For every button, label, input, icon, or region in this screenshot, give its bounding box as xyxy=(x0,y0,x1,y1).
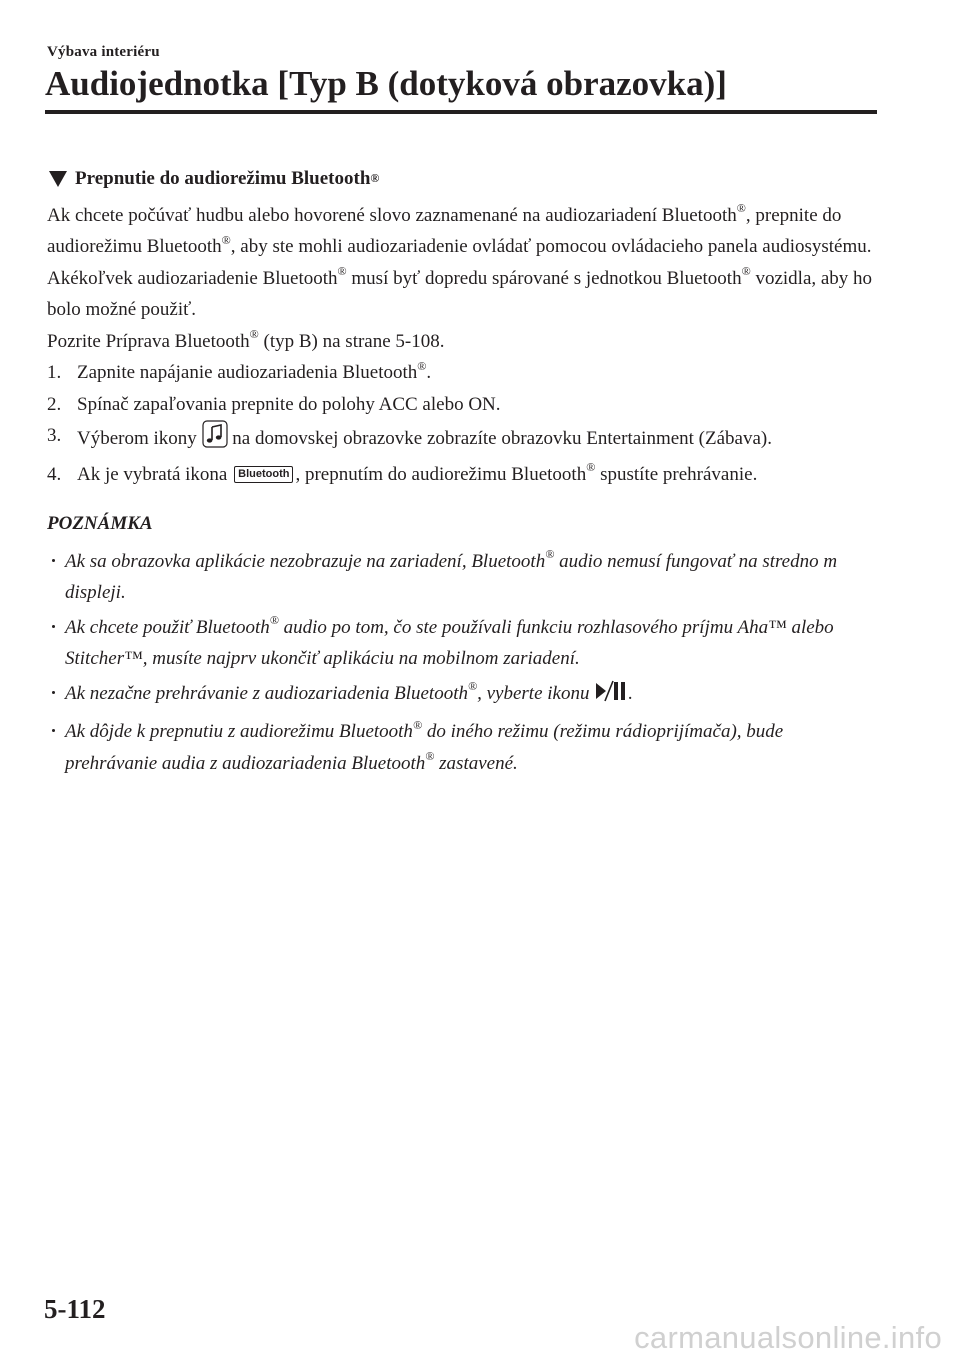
registered-mark: ® xyxy=(741,264,751,279)
step-4 xyxy=(47,459,877,491)
notes-list xyxy=(47,546,877,780)
reference-text-2: (typ B) na strane 5-108. xyxy=(258,330,445,352)
bullet-icon xyxy=(52,691,55,694)
registered-mark: ® xyxy=(467,679,478,694)
step-number: 4. xyxy=(47,463,62,485)
note-item-2 xyxy=(47,612,877,675)
step-text: , prepnutím do audiorežimu Bluetooth xyxy=(295,463,587,485)
bullet-icon xyxy=(52,625,55,628)
page-title: Audiojednotka [Typ B (dotyková obrazovka)] xyxy=(45,64,727,103)
step-number: 1. xyxy=(47,362,62,383)
step-1 xyxy=(47,357,877,389)
section-label: Výbava interiéru xyxy=(47,44,160,60)
registered-mark: ® xyxy=(736,201,746,216)
intro-text-4: musí byť dopredu spárované s jednotkou Bluetooth xyxy=(346,267,742,289)
registered-mark: ® xyxy=(545,547,555,562)
registered-mark: ® xyxy=(412,717,423,732)
step-number: 2. xyxy=(47,393,62,415)
registered-mark: ® xyxy=(586,460,596,475)
note-text: Ak chcete použiť Bluetooth xyxy=(65,616,270,638)
intro-text-1: Ak chcete počúvať hudbu alebo hovorené slovo zaznamenané na audiozariadení Bluetooth xyxy=(47,204,737,226)
reference-text-1: Pozrite Príprava Bluetooth xyxy=(47,330,250,352)
bluetooth-button-icon: Bluetooth xyxy=(234,466,293,483)
note-text: audio po tom, čo ste používali funkciu rozhlasového príjmu Aha™ alebo Stitcher™, musíte najprv ukončiť aplikáciu na mobilnom zariadení. xyxy=(65,616,834,669)
step-3 xyxy=(47,420,877,459)
subheading-text: Prepnutie do audiorežimu Bluetooth xyxy=(75,168,371,189)
watermark-text: carmanualsonline.info xyxy=(634,1320,942,1355)
page-number: 5-112 xyxy=(44,1294,106,1324)
note-text: zastavené. xyxy=(434,752,518,774)
note-item-3 xyxy=(47,678,877,714)
steps-list xyxy=(47,357,877,490)
step-text: Zapnite napájanie audiozariadenia Bluetooth xyxy=(77,362,418,383)
step-text: Spínač zapaľovania prepnite do polohy ACC alebo ON. xyxy=(77,393,501,415)
triangle-marker-icon xyxy=(49,171,67,187)
intro-paragraph xyxy=(47,200,877,326)
registered-mark: ® xyxy=(249,327,259,342)
note-text: audio nemusí fungovať na stredno m displeji. xyxy=(65,550,838,603)
note-text: , vyberte ikonu xyxy=(477,682,590,704)
intro-text-3: , aby ste mohli audiozariadenie ovládať pomocou ovládacieho panela audiosystému. Akékoľvek audiozariadenie Bluetooth xyxy=(47,236,872,289)
note-item-1 xyxy=(47,546,877,609)
note-text: . xyxy=(628,682,633,704)
note-text: do iného režimu (režimu rádioprijímača), bude prehrávanie audia z audiozariadenia Bluetooth xyxy=(65,721,784,774)
step-text: na domovskej obrazovke zobrazíte obrazovku Entertainment (Zábava). xyxy=(232,428,772,449)
note-text: Ak dôjde k prepnutiu z audiorežimu Bluetooth xyxy=(65,721,413,742)
play-pause-icon xyxy=(594,679,628,714)
step-2 xyxy=(47,389,877,421)
intro-text-2: , prepnite do audiorežimu Bluetooth xyxy=(47,204,842,257)
note-item-4 xyxy=(47,716,877,779)
step-text: . xyxy=(426,362,432,383)
note-text: Ak nezačne prehrávanie z audiozariadenia Bluetooth xyxy=(65,682,468,704)
step-number: 3. xyxy=(47,425,62,446)
registered-mark: ® xyxy=(417,358,427,373)
subheading: Prepnutie do audiorežimu Bluetooth ® xyxy=(47,163,877,195)
reference-line xyxy=(47,326,877,358)
registered-mark: ® xyxy=(221,232,231,247)
step-text: spustíte prehrávanie. xyxy=(595,463,758,485)
step-text: Ak je vybratá ikona xyxy=(77,463,228,485)
registered-mark: ® xyxy=(425,749,435,764)
note-text: Ak sa obrazovka aplikácie nezobrazuje na zariadení, Bluetooth xyxy=(65,550,546,572)
bullet-icon xyxy=(52,559,55,562)
bullet-icon xyxy=(52,729,55,732)
music-note-icon xyxy=(202,420,228,459)
title-divider xyxy=(45,110,877,114)
step-text: Výberom ikony xyxy=(77,428,197,449)
main-content xyxy=(47,163,877,782)
registered-mark: ® xyxy=(337,264,347,279)
note-title: POZNÁMKA xyxy=(47,513,153,534)
registered-mark: ® xyxy=(269,613,279,628)
intro-text-5: vozidla, aby ho bolo možné použiť. xyxy=(47,267,873,320)
